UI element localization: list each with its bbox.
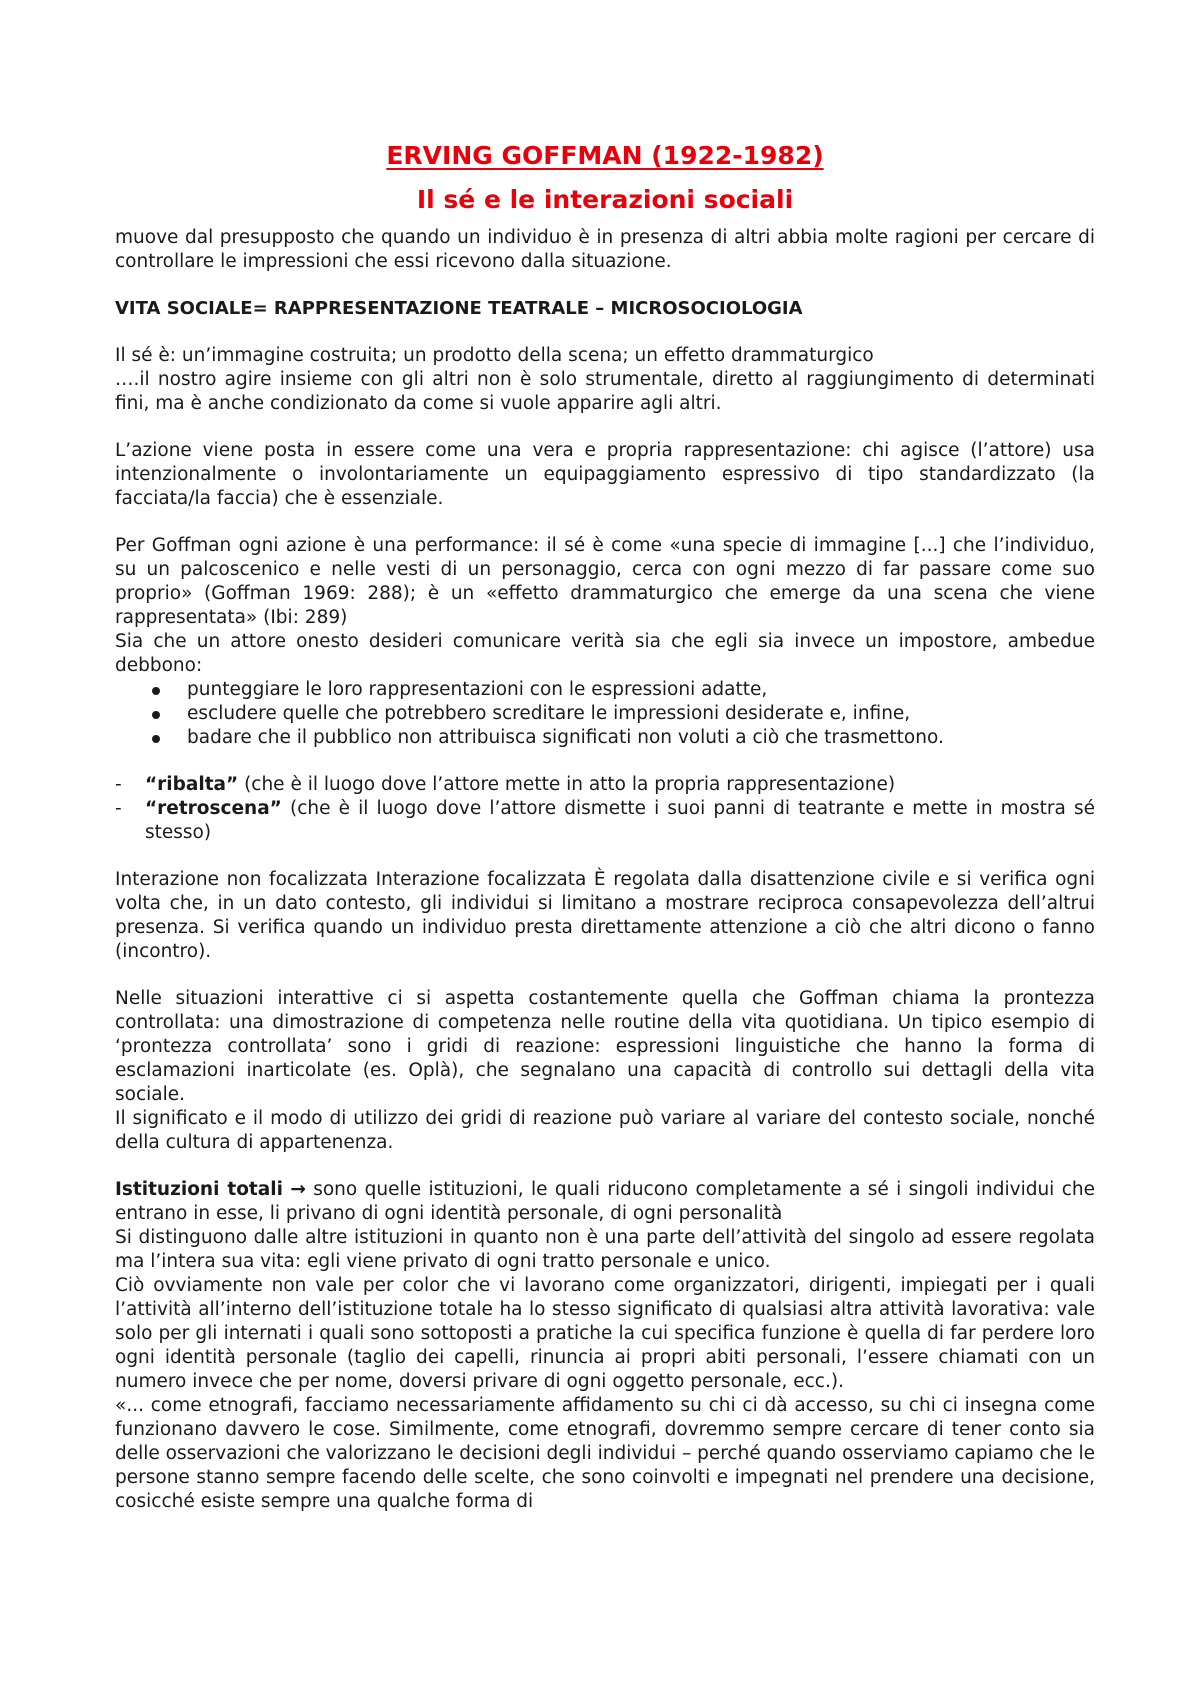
- spacer: [115, 321, 1095, 344]
- bullet-text: badare che il pubblico non attribuisca significati non voluti a ciò che trasmettono.: [187, 727, 944, 748]
- bullet-text: punteggiare le loro rappresentazioni con le espressioni adatte,: [187, 679, 768, 700]
- interaction-paragraph: Interazione non focalizzata Interazione focalizzata È regolata dalla disattenzione civile e si verifica ogni volta che, in un dato contesto, gli individui si limitano a mostrare reciproca consapevolezza dell’altrui presenza. Si verifica quando un individuo presta direttamente attenzione a ciò che altri dicono o fanno (incontro).: [115, 869, 1095, 962]
- institutions-text: sono quelle istituzioni, le quali riducono completamente a sé i singoli individui che entrano in esse, li privano di ogni identità personale, di ogni personalità: [115, 1179, 1095, 1224]
- dash-list: [115, 773, 1095, 845]
- document-page: [115, 140, 1095, 1514]
- arrow-right-icon: →: [290, 1179, 306, 1200]
- document-title: ERVING GOFFMAN (1922-1982): [386, 141, 824, 170]
- bullet-icon: [152, 711, 160, 719]
- bullet-text: escludere quelle che potrebbero screditare le impressioni desiderate e, infine,: [187, 703, 911, 724]
- list-item: [115, 773, 1095, 797]
- action-paragraph: L’azione viene posta in essere come una vera e propria rappresentazione: chi agisce (l’attore) usa intenzionalmente o involontariamente un equipaggiamento espressivo di tipo standardizzato (la facciata/la faccia) che è essenziale.: [115, 440, 1095, 509]
- institutions-term: Istituzioni totali: [115, 1179, 283, 1200]
- spacer: [115, 845, 1095, 868]
- workers-paragraph: Ciò ovviamente non vale per color che vi lavorano come organizzatori, dirigenti, impiegati per i quali l’attività all’interno dell’istituzione totale ha lo stesso significato di qualsiasi altra attività lavorativa: vale solo per gli internati i quali sono sottoposti a pratiche la cui specifica funzione è quella di far perdere loro ogni identità personale (taglio dei capelli, rinuncia ai propri abiti personali, l’essere chiamati con un numero invece che per nome, doversi privare di ogni oggetto personale, ecc.).: [115, 1275, 1095, 1392]
- intro-paragraph: muove dal presupposto che quando un individuo è in presenza di altri abbia molte ragioni per cercare di controllare le impressioni che essi ricevono dalla situazione.: [115, 227, 1095, 272]
- bullet-icon: [152, 687, 160, 695]
- institutions-paragraph: [115, 1178, 1095, 1226]
- document-subtitle: Il sé e le interazioni sociali: [416, 185, 794, 214]
- self-paragraph: ….il nostro agire insieme con gli altri non è solo strumentale, diretto al raggiungimento di determinati fini, ma è anche condizionato da come si vuole apparire agli altri.: [115, 369, 1095, 414]
- dash-marker: -: [115, 798, 122, 819]
- distinguish-paragraph: Si distinguono dalle altre istituzioni in quanto non è una parte dell’attività del singolo ad essere regolata ma l’intera sua vita: egli viene privato di ogni tratto personale e unico.: [115, 1227, 1095, 1272]
- performance-paragraph: Per Goffman ogni azione è una performance: il sé è come «una specie di immagine [...] che l’individuo, su un palcoscenico e nelle vesti di un personaggio, cerca con ogni mezzo di far passare come suo proprio» (Goffman 1969: 288); è un «effetto drammaturgico che emerge da una scena che viene rappresentata» (Ibi: 289): [115, 535, 1095, 628]
- self-line: Il sé è: un’immagine costruita; un prodotto della scena; un effetto drammaturgico: [115, 345, 874, 366]
- term-description: (che è il luogo dove l’attore mette in atto la propria rappresentazione): [238, 774, 896, 795]
- meaning-paragraph: Il significato e il modo di utilizzo dei gridi di reazione può variare al variare del contesto sociale, nonché della cultura di appartenenza.: [115, 1108, 1095, 1153]
- spacer: [115, 1155, 1095, 1178]
- spacer: [115, 511, 1095, 534]
- term-retroscena: “retroscena”: [145, 798, 282, 819]
- bullet-list: [115, 678, 1095, 750]
- spacer: [115, 964, 1095, 987]
- spacer: [115, 416, 1095, 439]
- actor-paragraph: Sia che un attore onesto desideri comunicare verità sia che egli sia invece un impostore, ambedue debbono:: [115, 631, 1095, 676]
- bullet-icon: [152, 735, 160, 743]
- list-item: [115, 797, 1095, 845]
- spacer: [115, 750, 1095, 773]
- quote-paragraph: «... come etnografi, facciamo necessariamente affidamento su chi ci dà accesso, su chi ci insegna come funzionano davvero le cose. Similmente, come etnografi, dovremmo sempre cercare di tener conto sia delle osservazioni che valorizzano le decisioni degli individui – perché quando osserviamo capiamo che le persone stanno sempre facendo delle scelte, che sono coinvolti e impegnati nel prendere una decisione, cosicché esiste sempre una qualche forma di: [115, 1395, 1095, 1512]
- list-item: [187, 678, 1095, 702]
- section-heading: VITA SOCIALE= RAPPRESENTAZIONE TEATRALE – MICROSOCIOLOGIA: [115, 298, 803, 319]
- term-description: (che è il luogo dove l’attore dismette i suoi panni di teatrante e mette in mostra sé stesso): [145, 798, 1095, 843]
- spacer: [115, 274, 1095, 297]
- readiness-paragraph: Nelle situazioni interattive ci si aspetta costantemente quella che Goffman chiama la prontezza controllata: una dimostrazione di competenza nelle routine della vita quotidiana. Un tipico esempio di ‘prontezza controllata’ sono i gridi di reazione: espressioni linguistiche che hanno la forma di esclamazioni inarticolate (es. Oplà), che segnalano una capacità di controllo sui dettagli della vita sociale.: [115, 988, 1095, 1105]
- term-ribalta: “ribalta”: [145, 774, 239, 795]
- dash-marker: -: [115, 774, 122, 795]
- list-item: [187, 702, 1095, 726]
- list-item: [187, 726, 1095, 750]
